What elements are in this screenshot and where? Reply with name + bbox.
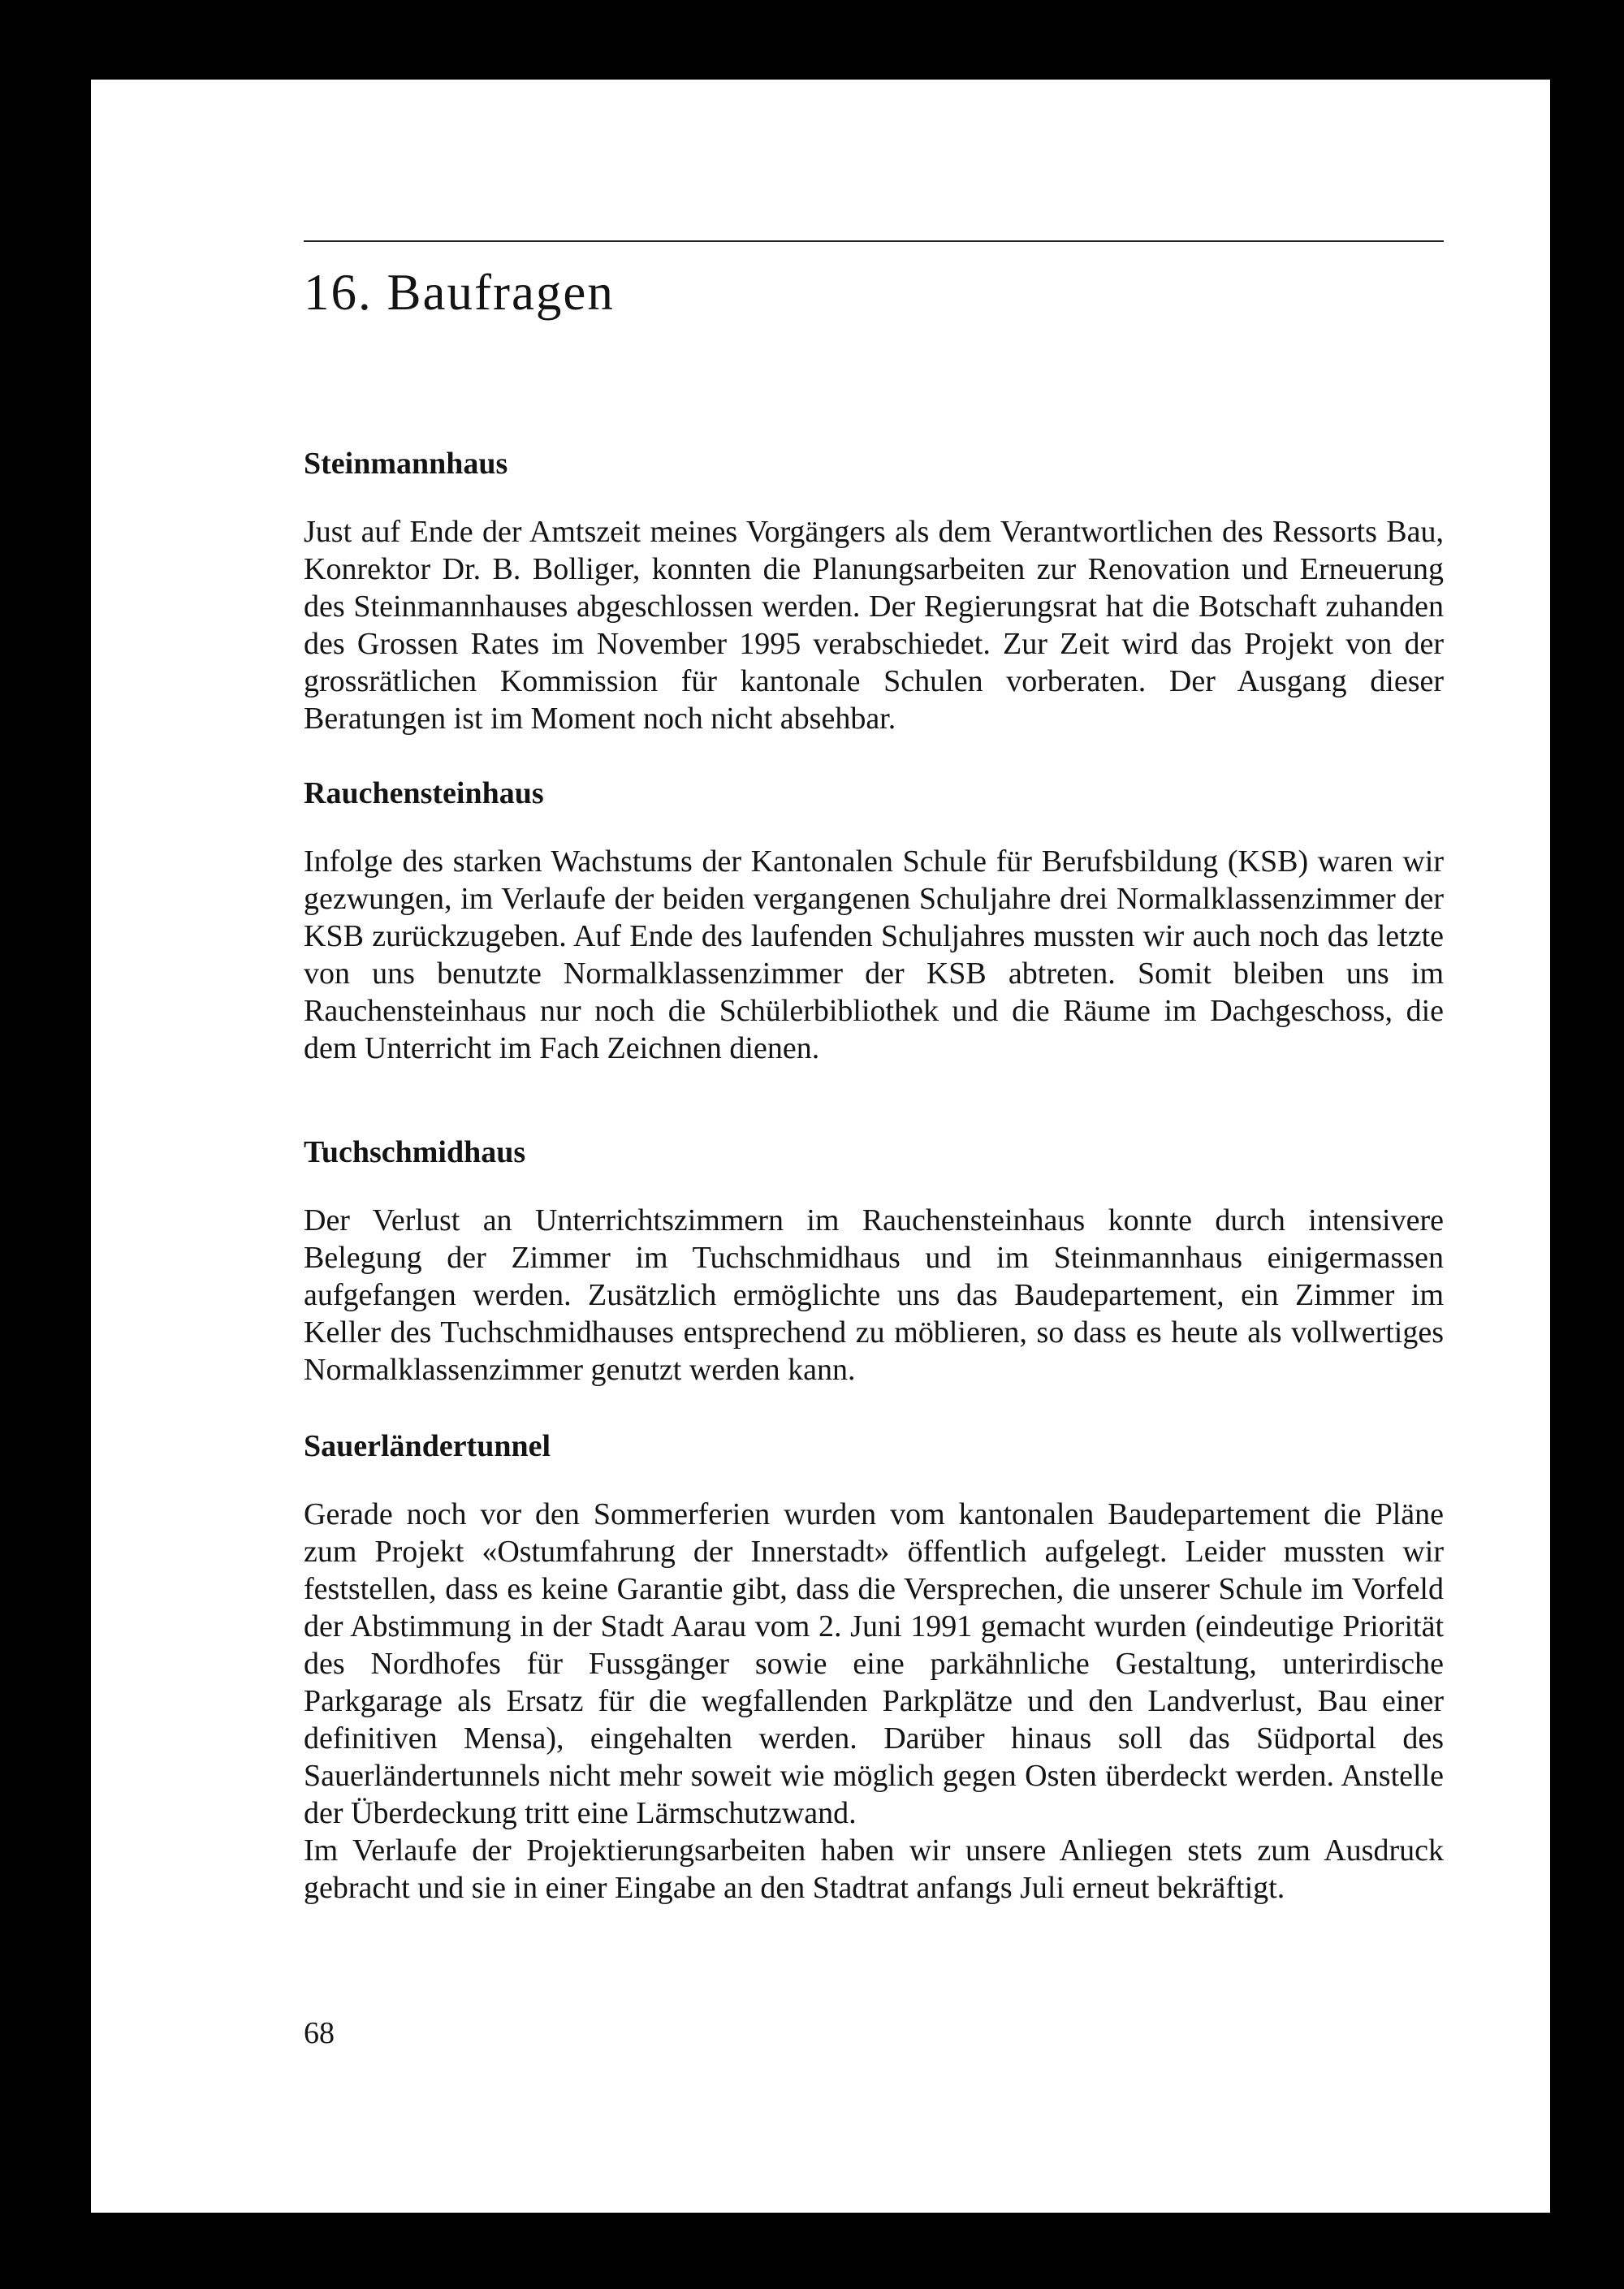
section-steinmannhaus [304,443,1444,737]
section-heading: Tuchschmidhaus [304,1135,526,1169]
chapter-rule [304,240,1444,242]
section-heading: Rauchensteinhaus [304,776,544,810]
page-number: 68 [304,2016,335,2050]
document-page [91,80,1550,2213]
section-rauchensteinhaus [304,773,1444,1067]
section-paragraph: Infolge des starken Wachstums der Kantonalen Schule für Berufsbildung (KSB) waren wir gezwungen, im Verlaufe der beiden vergangenen Schuljahre drei Normalklassenzimmer der KSB zurückzugeben. Auf Ende des laufenden Schuljahres mussten wir auch noch das letzte von uns benutzte Normalklassenzimmer der KSB abtreten. Somit bleiben uns im Rauchensteinhaus nur noch die Schülerbibliothek und die Räume im Dachgeschoss, die dem Unterricht im Fach Zeichnen dienen. [304,844,1444,1065]
section-heading: Sauerländertunnel [304,1429,551,1463]
section-paragraph: Gerade noch vor den Sommerferien wurden vom kantonalen Baudepartement die Pläne zum Projekt «Ostumfahrung der Innerstadt» öffentlich aufgelegt. Leider mussten wir feststellen, dass es keine Garantie gibt, dass die Versprechen, die unserer Schule im Vorfeld der Abstimmung in der Stadt Aarau vom 2. Juni 1991 gemacht wurden (eindeutige Priorität des Nordhofes für Fussgänger sowie eine parkähnliche Gestaltung, unterirdische Parkgarage als Ersatz für die wegfallenden Parkplätze und den Landverlust, Bau einer definitiven Mensa), eingehalten werden. Darüber hinaus soll das Südportal des Sauerländertunnels nicht mehr soweit wie möglich gegen Osten überdeckt werden. Anstelle der Überdeckung tritt eine Lärmschutzwand. [304,1497,1444,1830]
section-paragraph: Just auf Ende der Amtszeit meines Vorgängers als dem Verantwortlichen des Ressorts Bau, Konrektor Dr. B. Bolliger, konnten die Planungsarbeiten zur Renovation und Erneuerung des Steinmannhauses abgeschlossen werden. Der Regierungsrat hat die Botschaft zuhanden des Grossen Rates im November 1995 verabschiedet. Zur Zeit wird das Projekt von der grossrätlichen Kommission für kantonale Schulen vorberaten. Der Ausgang dieser Beratungen ist im Moment noch nicht absehbar. [304,515,1444,736]
section-paragraph: Der Verlust an Unterrichtszimmern im Rauchensteinhaus konnte durch intensivere Belegung der Zimmer im Tuchschmidhaus und im Steinmannhaus einigermassen aufgefangen werden. Zusätzlich ermöglichte uns das Baudepartement, ein Zimmer im Keller des Tuchschmidhauses entsprechend zu möblieren, so dass es heute als vollwertiges Normalklassenzimmer genutzt werden kann. [304,1203,1444,1387]
section-sauerlaendertunnel [304,1426,1444,1907]
chapter-title: 16. Baufragen [304,264,615,321]
section-heading: Steinmannhaus [304,447,508,481]
section-paragraph: Im Verlaufe der Projektierungsarbeiten haben wir unsere Anliegen stets zum Ausdruck gebracht und sie in einer Eingabe an den Stadtrat anfangs Juli erneut bekräftigt. [304,1833,1444,1905]
section-tuchschmidhaus [304,1132,1444,1389]
